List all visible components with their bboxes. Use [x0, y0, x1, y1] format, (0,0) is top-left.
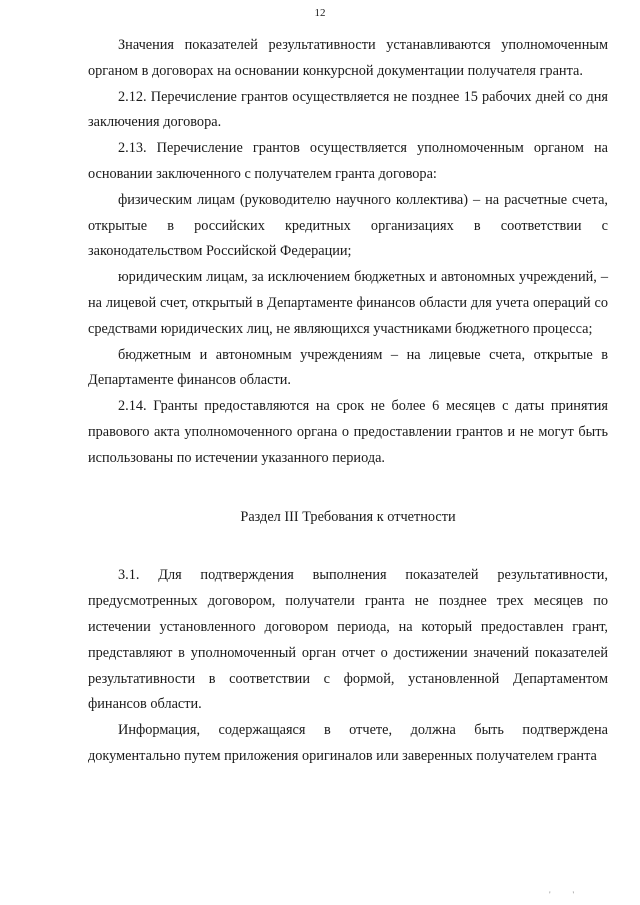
paragraph-3-1: 3.1. Для подтверждения выполнения показателей результативности, предусмотренных договором, получатели гранта не позднее трех месяцев по истечении установленного договором периода, на который предоставлен грант, представляют в уполномоченный орган отчет о достижении значений показателей результативности в соответствии с формой, установленной Департаментом финансов области. [88, 567, 608, 713]
paragraph-2-13: 2.13. Перечисление грантов осуществляется уполномоченным органом на основании заключенного с получателем гранта договора: [88, 140, 608, 182]
section-heading: Раздел III Требования к отчетности [240, 508, 456, 525]
paragraph-individuals: физическим лицам (руководителю научного коллектива) – на расчетные счета, открытые в российских кредитных организациях в соответствии с законодательством Российской Федерации; [88, 191, 608, 260]
page-number: 12 [314, 7, 326, 19]
document-body [88, 33, 608, 770]
corner-marks: ' ' [549, 890, 584, 899]
paragraph-2-12: 2.12. Перечисление грантов осуществляется не позднее 15 рабочих дней со дня заключения договора. [88, 88, 608, 131]
paragraph-report-information: Информация, содержащаяся в отчете, должна быть подтверждена документально путем приложения оригиналов или заверенных получателем гранта [88, 722, 608, 764]
paragraph-legal-entities: юридическим лицам, за исключением бюджетных и автономных учреждений, – на лицевой счет, открытый в Департаменте финансов области для учета операций со средствами юридических лиц, не являющихся участниками бюджетного процесса; [88, 269, 608, 337]
paragraph-2-14: 2.14. Гранты предоставляются на срок не более 6 месяцев с даты принятия правового акта уполномоченного органа о предоставлении грантов и не могут быть использованы по истечении указанного периода. [88, 398, 608, 466]
paragraph-performance-indicators: Значения показателей результативности устанавливаются уполномоченным органом в договорах на основании конкурсной документации получателя гранта. [88, 37, 608, 79]
paragraph-budget-institutions: бюджетным и автономным учреждениям – на лицевые счета, открытые в Департаменте финансов области. [88, 346, 608, 389]
